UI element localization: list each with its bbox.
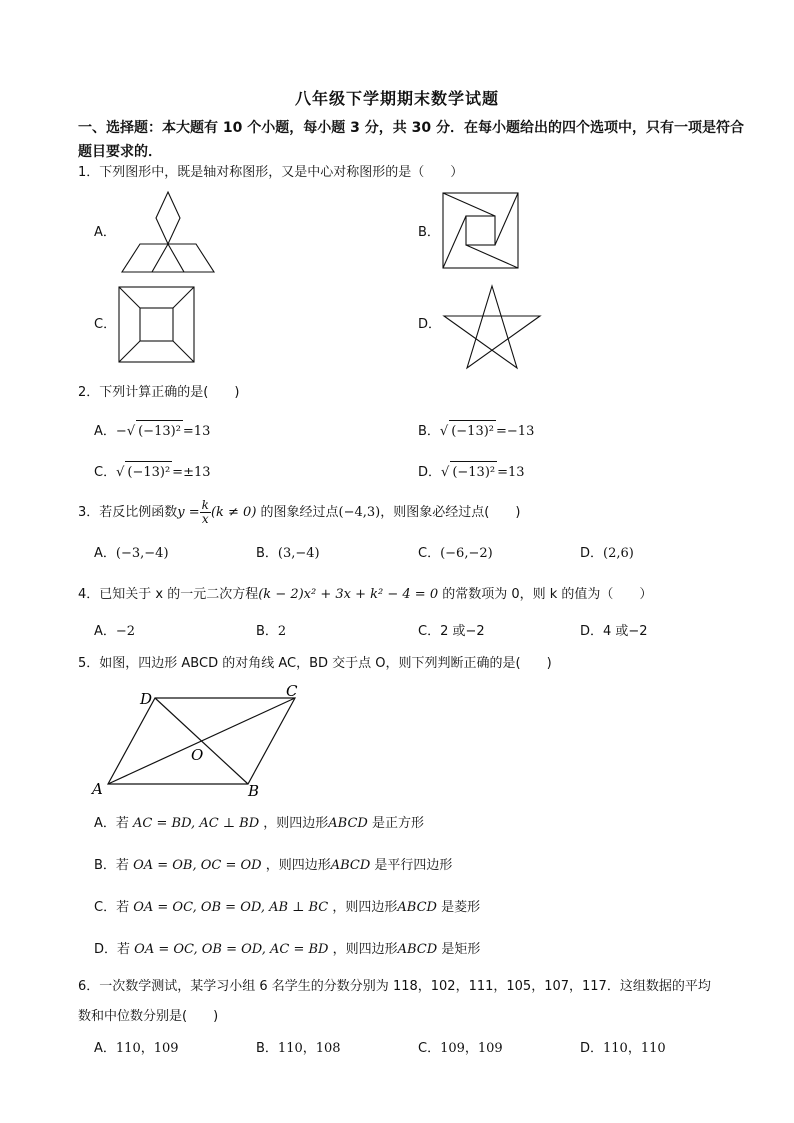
vertex-label-c: C <box>286 682 298 700</box>
vertex-label-a: A <box>92 780 103 798</box>
question-1-stem: 1．下列图形中，既是轴对称图形，又是中心对称图形的是（ ） <box>78 165 464 180</box>
question-4-stem: 4．已知关于 x 的一元二次方程(k − 2)x² + 3x + k² − 4 = 0 的常数项为 0，则 k 的值为（ ） <box>78 587 653 602</box>
page-title: 八年级下学期期末数学试题 <box>294 89 499 108</box>
q2-option-b-radicand: (−13)² <box>449 420 496 443</box>
question-5-stem: 5．如图，四边形 ABCD 的对角线 AC，BD 交于点 O，则下列判断正确的是( ) <box>78 656 552 671</box>
vertex-label-b: B <box>248 782 260 800</box>
q1-figure-d <box>442 284 542 370</box>
question-2-stem: 2．下列计算正确的是( ) <box>78 385 240 400</box>
q1-figure-c <box>118 286 196 364</box>
q5-option-c: C．若 OA = OC, OB = OD, AB ⊥ BC ，则四边形ABCD 是菱形 <box>94 900 481 915</box>
q5-parallelogram-figure <box>90 680 320 800</box>
q6-option-d: D．110，110 <box>580 1041 666 1056</box>
q5-option-b: B．若 OA = OB, OC = OD ，则四边形ABCD 是平行四边形 <box>94 858 453 873</box>
q2-option-d-label: D． <box>418 465 442 480</box>
q2-option-c-label: C． <box>94 465 117 480</box>
q6-option-a: A．110，109 <box>94 1041 179 1056</box>
q3-option-a: A．(−3,−4) <box>94 546 169 561</box>
q2-option-a-radicand: (−13)² <box>136 420 183 443</box>
question-6-stem-line-2: 数和中位数分别是( ) <box>78 1009 219 1024</box>
q4-option-b: B．2 <box>256 624 287 639</box>
q2-option-a: A．−√ (−13)² =13 <box>94 420 210 443</box>
q4-equation: (k − 2)x² + 3x + k² − 4 = 0 <box>258 587 439 602</box>
q1-option-a-label: A． <box>94 225 116 240</box>
q2-option-a-label: A． <box>94 424 116 439</box>
q2-option-b: B．√ (−13)² =−13 <box>418 420 534 443</box>
q1-figure-a <box>118 190 218 276</box>
q2-option-d-radicand: (−13)² <box>450 461 497 484</box>
q3-option-c: C．(−6,−2) <box>418 546 493 561</box>
section-heading: 一、选择题：本大题有 10 个小题，每小题 3 分，共 30 分．在每小题给出的四个选项中，只有一项是符合题目要求的． <box>78 120 744 160</box>
q3-option-b: B．(3,−4) <box>256 546 320 561</box>
q4-option-c: C．2 或−2 <box>418 624 485 639</box>
q2-option-c-radicand: (−13)² <box>125 461 172 484</box>
q4-option-a: A．−2 <box>94 624 136 639</box>
q2-option-b-label: B． <box>418 424 440 439</box>
q1-figure-b <box>442 192 520 270</box>
q6-option-c: C．109，109 <box>418 1041 503 1056</box>
q2-option-c: C．√ (−13)² =±13 <box>94 461 211 484</box>
q1-option-d-label: D． <box>418 317 442 332</box>
q5-option-a: A．若 AC = BD, AC ⊥ BD ，则四边形ABCD 是正方形 <box>94 816 424 831</box>
vertex-label-d: D <box>140 690 153 708</box>
q3-option-d: D．(2,6) <box>580 546 634 561</box>
question-6-stem-line-1: 6．一次数学测试，某学习小组 6 名学生的分数分别为 118，102，111，105，107，117．这组数据的平均 <box>78 979 711 994</box>
q6-option-b: B．110，108 <box>256 1041 341 1056</box>
q1-option-c-label: C． <box>94 317 117 332</box>
center-label-o: O <box>191 746 204 764</box>
q2-option-d: D．√ (−13)² =13 <box>418 461 525 484</box>
question-3-stem: 3．若反比例函数y = $\frac{k}{x}$ (k ≠ 0) 的图象经过点(−4,3)，则图象必经过点( ) <box>78 498 521 526</box>
q5-option-d: D．若 OA = OC, OB = OD, AC = BD ，则四边形ABCD 是矩形 <box>94 942 481 957</box>
q4-option-d: D．4 或−2 <box>580 624 648 639</box>
q3-fraction: $\frac{k}{x}$ <box>201 498 209 526</box>
q1-option-b-label: B． <box>418 225 440 240</box>
